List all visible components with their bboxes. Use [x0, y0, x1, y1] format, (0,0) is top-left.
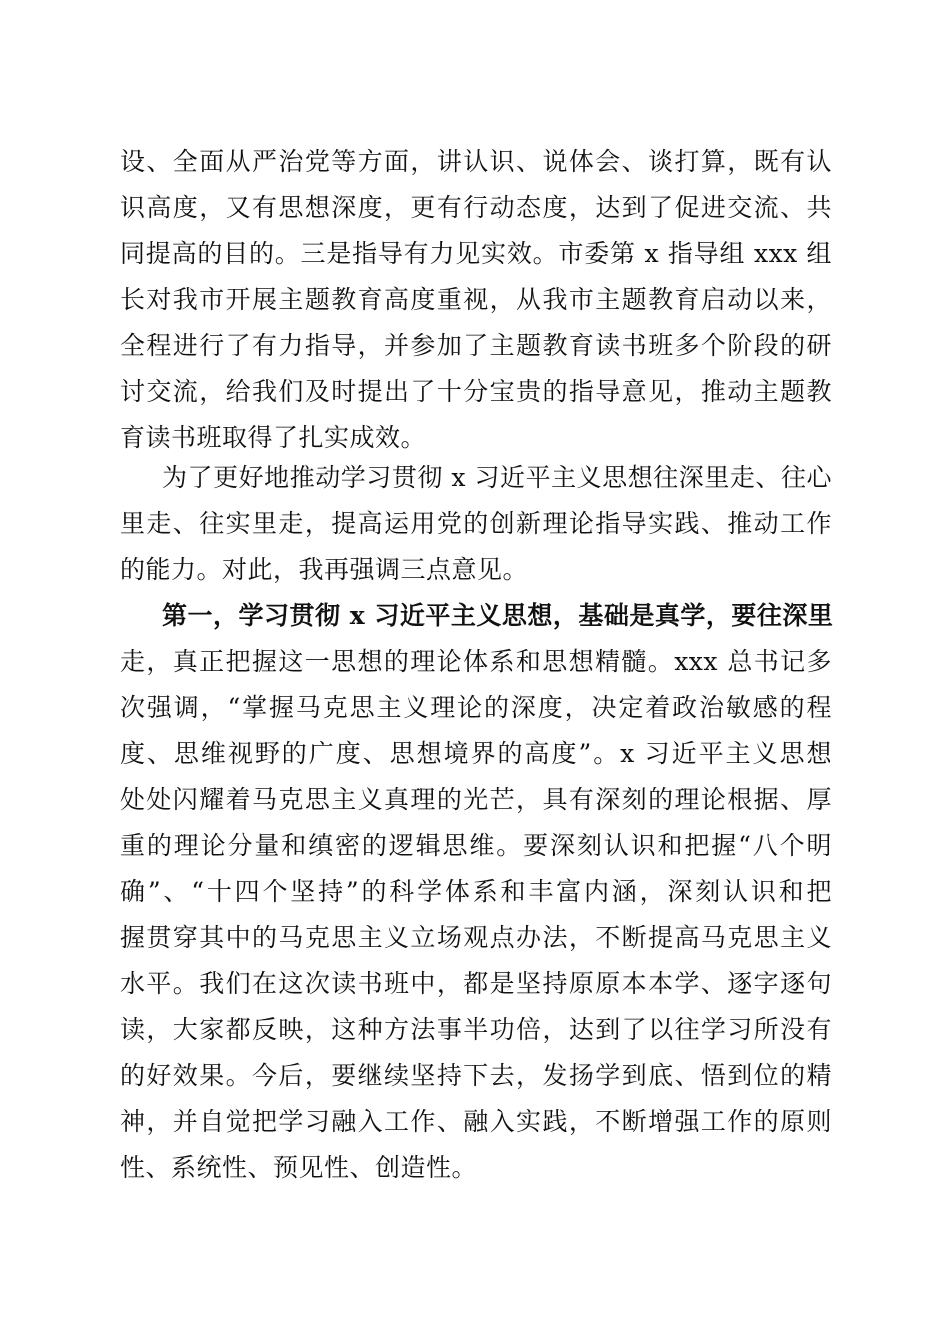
text-line: 育读书班取得了扎实成效。: [120, 423, 427, 452]
text-line: 确”、“十四个坚持”的科学体系和丰富内涵，深刻认识和把: [120, 877, 832, 906]
text-line: 次强调，“掌握马克思主义理论的深度，决定着政治敏感的程: [120, 693, 832, 722]
text-line: 里走、往实里走，提高运用党的创新理论指导实践、推动工作: [120, 509, 832, 538]
text-line: 的好效果。今后，要继续坚持下去，发扬学到底、悟到位的精: [120, 1061, 832, 1090]
text-line: 长对我市开展主题教育高度重视，从我市主题教育启动以来，: [120, 285, 832, 314]
text-line: 讨交流，给我们及时提出了十分宝贵的指导意见，推动主题教: [120, 377, 832, 406]
text-line: 全程进行了有力指导，并参加了主题教育读书班多个阶段的研: [120, 331, 832, 360]
text-line: 度、思维视野的广度、思想境界的高度”。x 习近平主义思想: [120, 739, 832, 768]
text-line: 神，并自觉把学习融入工作、融入实践，不断增强工作的原则: [120, 1107, 832, 1136]
text-line: 为了更好地推动学习贯彻 x 习近平主义思想往深里走、往心: [162, 463, 832, 492]
text-line: 同提高的目的。三是指导有力见实效。市委第 x 指导组 xxx 组: [120, 239, 832, 268]
text-line: 握贯穿其中的马克思主义立场观点办法，不断提高马克思主义: [120, 923, 832, 952]
text-line: 重的理论分量和缜密的逻辑思维。要深刻认识和把握“八个明: [120, 831, 832, 860]
text-line: 识高度，又有思想深度，更有行动态度，达到了促进交流、共: [120, 193, 832, 222]
text-line: 的能力。对此，我再强调三点意见。: [120, 555, 529, 584]
text-line: 设、全面从严治党等方面，讲认识、说体会、谈打算，既有认: [120, 147, 832, 176]
text-line: 性、系统性、预见性、创造性。: [120, 1153, 478, 1182]
text-line: 走，真正把握这一思想的理论体系和思想精髓。xxx 总书记多: [120, 647, 832, 676]
text-line: 读，大家都反映，这种方法事半功倍，达到了以往学习所没有: [120, 1015, 832, 1044]
text-line: 处处闪耀着马克思主义真理的光芒，具有深刻的理论根据、厚: [120, 785, 832, 814]
section-heading-line: 第一，学习贯彻 x 习近平主义思想，基础是真学，要往深里: [162, 601, 834, 630]
text-line: 水平。我们在这次读书班中，都是坚持原原本本学、逐字逐句: [120, 969, 832, 998]
